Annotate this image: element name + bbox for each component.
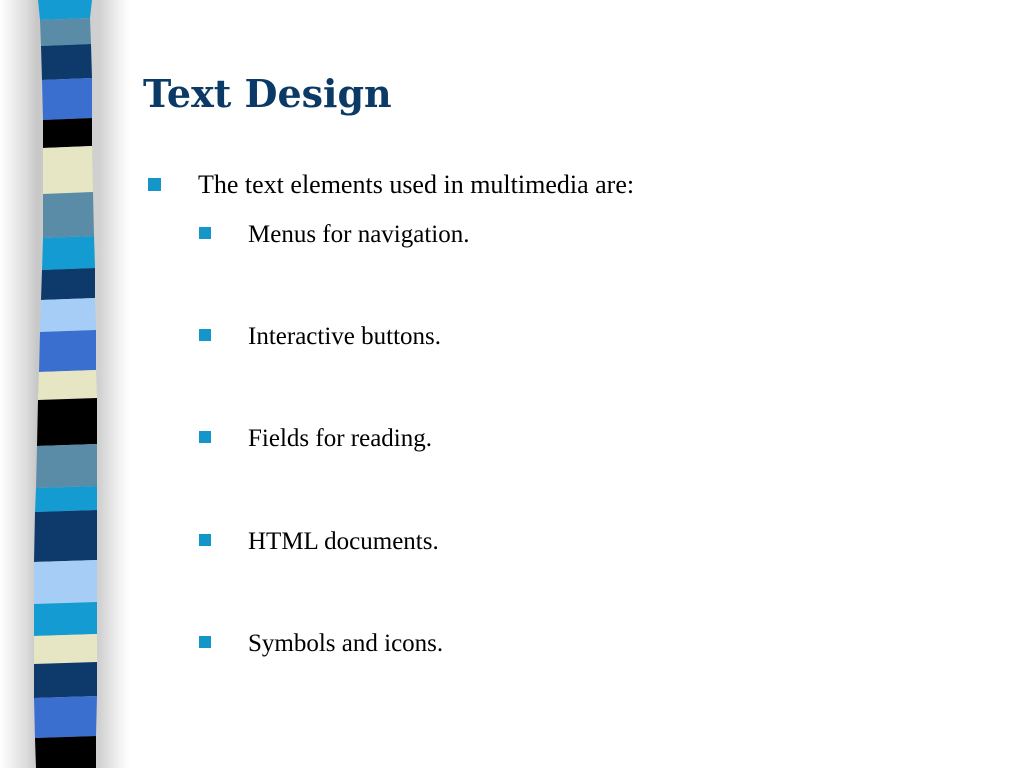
list-item-text: Interactive buttons. (248, 323, 441, 350)
strip-block-7 (43, 192, 94, 238)
list-item (199, 526, 439, 558)
decorative-color-strip (0, 0, 130, 768)
strip-block-2 (40, 18, 91, 46)
list-item (199, 321, 441, 353)
strip-block-14 (36, 444, 97, 488)
intro-text: The text elements used in multimedia are: (198, 170, 635, 199)
strip-block-9 (41, 268, 95, 300)
strip-block-19 (34, 634, 97, 664)
list-item-text: Menus for navigation. (248, 221, 470, 248)
strip-block-8 (42, 236, 95, 270)
strip-block-12 (38, 370, 97, 400)
list-item-text: Fields for reading. (248, 425, 432, 452)
strip-block-22 (35, 736, 96, 768)
strip-block-20 (34, 662, 97, 698)
strip-block-6 (43, 146, 93, 194)
square-bullet-icon (199, 227, 211, 239)
intro-bullet (148, 168, 634, 202)
list-item (199, 628, 443, 660)
strip-block-3 (41, 44, 92, 80)
square-bullet-icon (148, 178, 161, 191)
strip-block-10 (40, 298, 96, 332)
square-bullet-icon (199, 329, 211, 341)
strip-block-15 (35, 486, 97, 512)
strip-block-11 (39, 330, 96, 372)
list-item-text: Symbols and icons. (248, 630, 444, 657)
strip-block-21 (34, 696, 97, 738)
strip-block-16 (34, 510, 97, 562)
square-bullet-icon (199, 636, 211, 648)
slide-title: Text Design (143, 71, 392, 116)
strip-block-1 (38, 0, 92, 20)
strip-block-4 (42, 78, 92, 120)
list-item-text: HTML documents. (248, 528, 439, 555)
square-bullet-icon (199, 534, 211, 546)
strip-block-13 (37, 398, 97, 446)
strip-block-18 (34, 602, 97, 636)
strip-block-17 (34, 560, 97, 604)
square-bullet-icon (199, 431, 211, 443)
strip-block-5 (43, 118, 92, 148)
list-item (199, 423, 432, 455)
list-item (199, 219, 469, 251)
